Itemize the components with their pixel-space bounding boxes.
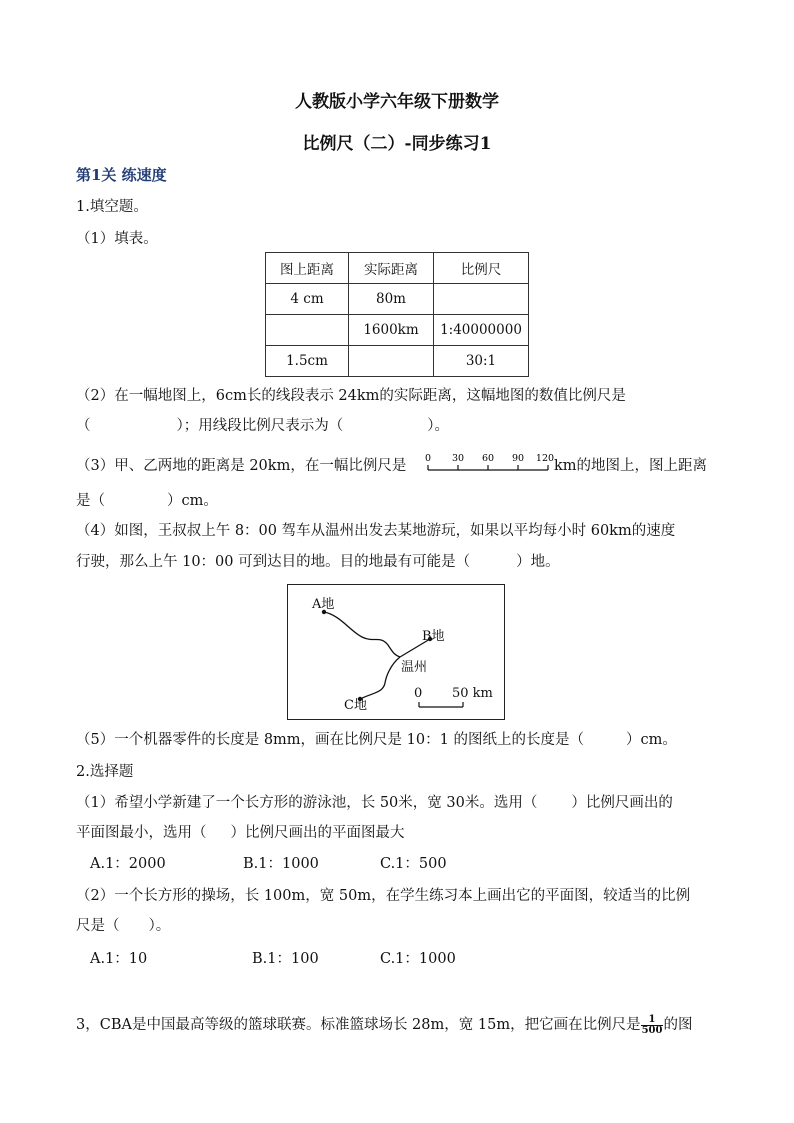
- q2-p2-option-b: B.1：100: [252, 951, 319, 967]
- table-cell: 1:40000000: [434, 315, 529, 346]
- section-heading: 第1关 练速度: [76, 166, 167, 184]
- map-label-c: C地: [344, 698, 367, 713]
- ratio-table: [265, 252, 529, 377]
- q1-p4-line2: [76, 551, 560, 573]
- table-header: 图上距离: [266, 253, 349, 284]
- scale-bar-graphic: [426, 450, 554, 476]
- map-scale-zero: 0: [414, 686, 423, 701]
- q1-p3-pre: （3）甲、乙两地的距离是 20km，在一幅比例尺是: [76, 458, 407, 474]
- table-cell: 1600km: [349, 315, 434, 346]
- table-cell: 4 cm: [266, 284, 349, 315]
- q1-title: 1.填空题。: [76, 199, 148, 215]
- fraction-scale: [641, 1015, 664, 1036]
- scale-tick-label: 30: [451, 453, 465, 464]
- page-title: 人教版小学六年级下册数学: [295, 92, 499, 112]
- q3-line1: [76, 1014, 692, 1036]
- table-cell: 30:1: [434, 346, 529, 377]
- page-subtitle: 比例尺（二）-同步练习1: [302, 134, 492, 154]
- q1-p4-line2-pre: 行驶，那么上午 10：00 可到达目的地。目的地最有可能是（: [76, 554, 471, 570]
- q2-p1-option-b: B.1：1000: [243, 856, 319, 872]
- q2-p2-option-c: C.1：1000: [380, 951, 456, 967]
- q1-p3-line2: [76, 490, 218, 512]
- q1-p3-post: km的地图上，图上距离: [554, 458, 708, 474]
- q1-p3-line2-pre: 是（: [76, 493, 105, 509]
- fraction-denominator: 500: [641, 1024, 663, 1036]
- table-cell: [266, 315, 349, 346]
- q1-p5-pre: （5）一个机器零件的长度是 8mm，画在比例尺是 10：1 的图纸上的长度是（: [76, 732, 584, 748]
- scale-tick-label: 90: [511, 453, 525, 464]
- line-scale-bar: [426, 450, 554, 476]
- table-row: [266, 284, 529, 315]
- q3-post: 的图: [663, 1017, 693, 1033]
- table-header: 比例尺: [434, 253, 529, 284]
- q2-p1-line2: [76, 822, 405, 844]
- table-header-row: [266, 253, 529, 284]
- q1-p4-line1: （4）如图，王叔叔上午 8：00 驾车从温州出发去某地游玩，如果以平均每小时 60km的速度: [76, 523, 676, 539]
- map-scale-50km: 50 km: [452, 686, 493, 701]
- q2-p1-line2-post: ）比例尺画出的平面图最大: [230, 825, 405, 841]
- q2-p2-line2: 尺是（ ）。: [76, 918, 171, 934]
- table-header: 实际距离: [349, 253, 434, 284]
- q2-p1-option-c: C.1：500: [380, 856, 447, 872]
- map-label-b: B地: [422, 629, 445, 644]
- q1-p2-line2: [76, 415, 449, 437]
- q1-p3-line2-post: ）cm。: [167, 493, 218, 509]
- scale-tick-label: 0: [424, 453, 432, 464]
- q2-p2-line1: （2）一个长方形的操场，长 100m，宽 50m，在学生练习本上画出它的平面图，较适当的比例: [76, 888, 691, 904]
- table-cell: 80m: [349, 284, 434, 315]
- scale-tick-label: 60: [481, 453, 495, 464]
- q2-p1-line2-pre: 平面图最小，选用（: [76, 825, 207, 841]
- fraction-numerator: 1: [641, 1015, 664, 1026]
- map-label-a: A地: [312, 597, 335, 612]
- q1-p2-close: ）。: [427, 418, 449, 434]
- q1-p1-label: （1）填表。: [76, 231, 158, 247]
- q1-p2-mid: ）；用线段比例尺表示为（: [176, 418, 344, 434]
- q3-pre: 3，CBA是中国最高等级的篮球联赛。标准篮球场长 28m，宽 15m，把它画在比例尺是: [76, 1017, 641, 1033]
- scale-tick-label: 120: [535, 453, 555, 464]
- route-map: [287, 584, 505, 720]
- table-cell: [349, 346, 434, 377]
- table-row: [266, 346, 529, 377]
- q2-p1-line1-pre: （1）希望小学新建了一个长方形的游泳池，长 50米，宽 30米。选用（: [76, 795, 538, 811]
- q2-title: 2.选择题: [76, 764, 134, 780]
- q2-p1-line1-post: ）比例尺画出的: [571, 795, 673, 811]
- table-cell: [434, 284, 529, 315]
- q1-p2-line1: （2）在一幅地图上，6cm长的线段表示 24km的实际距离，这幅地图的数值比例尺是: [76, 388, 626, 404]
- q2-p2-option-a: A.1：10: [90, 951, 148, 967]
- q1-p2-open: （: [76, 418, 91, 434]
- table-cell: 1.5cm: [266, 346, 349, 377]
- q1-p5: [76, 729, 677, 751]
- map-label-wenzhou: 温州: [401, 660, 428, 675]
- q1-p5-post: ）cm。: [625, 732, 677, 748]
- table-row: [266, 315, 529, 346]
- q2-p1-line1: [76, 792, 673, 814]
- q2-p1-option-a: A.1：2000: [90, 856, 166, 872]
- q1-p4-line2-post: ）地。: [516, 554, 560, 570]
